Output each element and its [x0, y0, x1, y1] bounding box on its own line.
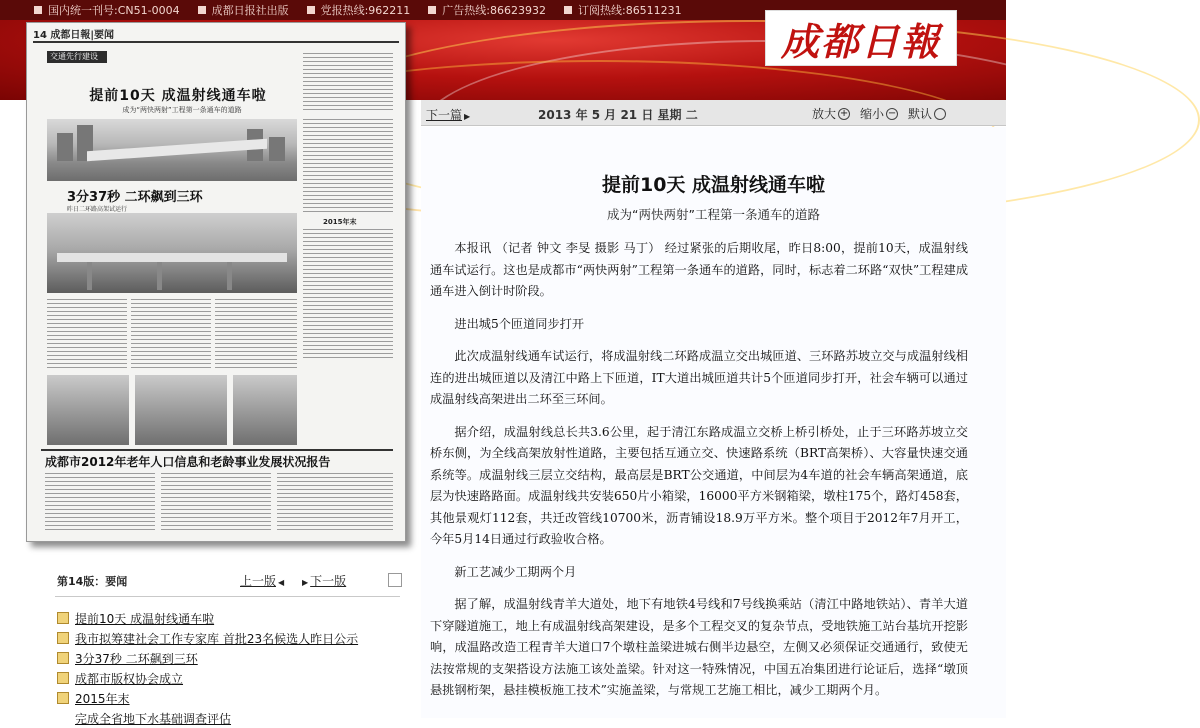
next-page-link[interactable]: [302, 572, 346, 589]
info-item-ad: [428, 2, 546, 18]
thumbnail-text-column: [303, 53, 393, 113]
zoom-default-label: 默认: [908, 107, 933, 121]
bullet-icon: [57, 672, 69, 684]
thumbnail-text-column: [47, 299, 127, 369]
next-article-link[interactable]: [426, 106, 470, 123]
page-thumbnail[interactable]: [26, 22, 406, 542]
logo-text: 成都日報: [780, 18, 941, 64]
thumbnail-masthead: 14 成都日報|要闻: [33, 29, 399, 43]
article-paragraph: 此次成温射线通车试运行，将成温射线二环路成温立交出城匝道、三环路苏坡立交与成温射线相连的进出城匝道以及清江中路上下匝道，IT大道出城匝道共计5个匝道同步打开，社会车辆可以通过成温射线高架进出二环至三环间。: [430, 349, 968, 406]
zoom-controls: [812, 105, 956, 122]
list-item[interactable]: [57, 608, 402, 628]
article-paragraph: 据了解，成温射线青羊大道处，地下有地铁4号线和7号线换乘站（清江中路地铁站）、青羊大道下穿隧道施工，地上有成温射线高架建设，是多个工程交叉的复杂节点，受地铁施工站台基坑开挖影响，成温路改造工程青羊大道口7个墩柱盖梁进城右侧半边悬空，左侧又必须保证交通通行，致使无法按常规的支架搭设方法施工该处盖梁。针对这一特殊情况，中国五冶集团进行论证后，选择“墩顶悬挑钢桁架，悬挂模板施工技术”实施盖梁，与常规工艺施工相比，减少工期两个月。: [430, 597, 968, 697]
thumbnail-kicker: 交通先行建设: [47, 51, 107, 63]
square-icon: [428, 6, 436, 14]
article-link[interactable]: 我市拟筹建社会工作专家库 首批23名候选人昨日公示: [75, 631, 359, 646]
article-link[interactable]: 提前10天 成温射线通车啦: [75, 611, 215, 626]
thumbnail-divider: [41, 449, 393, 451]
thumbnail-text-column: [45, 473, 155, 533]
newspaper-logo[interactable]: [765, 10, 957, 66]
article-link[interactable]: 2015年末: [75, 691, 130, 706]
thumbnail-text-column: [277, 473, 393, 533]
zoom-out-button[interactable]: [860, 105, 898, 122]
article-paragraph: 据介绍，成温射线总长共3.6公里，起于清江东路成温立交桥上桥引桥处，止于三环路苏坡立交桥东侧，为全线高架放射性道路，主要包括互通立交、快速路系统（BRT高架桥）、大容量快速交通系统等。成温射线三层立交结构，最高层是BRT公交通道，中间层为4车道的社会车辆高架通道，底层为快速路路面。成温射线共安装650片小箱梁，16000平方米钢箱梁，墩柱175个，路灯458套，其他景观灯112套，共迁改管线10700米，沥青铺设18.9万平方米。整个项目于2012年7月开工，今年5月14日通过行政验收合格。: [430, 424, 968, 546]
thumbnail-photo: [47, 375, 129, 445]
minus-icon: −: [887, 107, 897, 119]
zoom-default-button[interactable]: [908, 105, 946, 122]
plus-icon: +: [839, 107, 849, 119]
thumbnail-text-column: [161, 473, 271, 533]
thumbnail-text-column: [131, 299, 211, 369]
thumbnail-photo-viaduct: [47, 213, 297, 293]
zoom-in-button[interactable]: [812, 105, 850, 122]
divider: [55, 596, 400, 597]
thumbnail-text-column: [303, 119, 393, 213]
info-text: 订阅热线:86511231: [577, 4, 682, 17]
list-item[interactable]: [57, 648, 402, 668]
article-subtitle: 成为“两快两射”工程第一条通车的道路: [607, 207, 820, 222]
info-text: 广告热线:86623932: [442, 4, 546, 17]
article-paragraph: 本报讯 （记者 钟文 李旻 摄影 马丁） 经过紧张的后期收尾，昨日8:00，提前10天，成温射线通车试运行。这也是成都市“两快两射”工程第一条通车的道路，同时，标志着二环路“双快”工程建成通车进入倒计时阶段。: [430, 241, 968, 298]
next-page-label: 下一版: [310, 574, 347, 588]
info-text: 成都日报社出版: [211, 4, 289, 17]
article-subheading: 新工艺减少工期两个月: [454, 564, 577, 579]
thumbnail-photo: [233, 375, 297, 445]
info-item-subscribe: [564, 2, 682, 18]
next-article-label: 下一篇: [426, 108, 463, 122]
thumbnail-headline-3[interactable]: 成都市2012年老年人口信息和老龄事业发展状况报告: [45, 455, 331, 469]
thumbnail-subhead-2: 昨日二环路高架试运行: [67, 206, 128, 213]
bullet-icon: [57, 652, 69, 664]
thumbnail-text-column: [303, 229, 393, 359]
square-icon: [564, 6, 572, 14]
zoom-in-label: 放大: [812, 107, 837, 121]
triangle-right-icon: ▶: [302, 578, 309, 587]
article-title: 提前10天 成温射线通车啦: [601, 174, 826, 196]
article-subheading: 进出城5个匝道同步打开: [454, 316, 585, 331]
article-body: [430, 238, 968, 713]
prev-page-label: 上一版: [240, 574, 277, 588]
thumbnail-photo: [135, 375, 227, 445]
thumbnail-subhead: 成为“两快两射”工程第一条通车的道路: [122, 106, 242, 114]
prev-page-link[interactable]: [240, 572, 284, 589]
list-item[interactable]: [57, 668, 402, 688]
page-label: 第14版：要闻: [57, 575, 128, 588]
thumbnail-box-heading: 2015年末: [323, 218, 357, 226]
info-text: 国内统一刊号:CN51-0004: [48, 4, 180, 17]
circle-icon: [934, 108, 946, 120]
left-column: [0, 0, 412, 726]
info-text: 党报热线:962211: [320, 4, 411, 17]
list-item[interactable]: [57, 708, 402, 728]
bullet-icon: [57, 632, 69, 644]
thumbnail-headline[interactable]: 提前10天 成温射线通车啦: [89, 88, 267, 104]
thumbnail-headline-2[interactable]: 3分37秒 二环飙到三环: [67, 190, 203, 205]
thumbnail-text-column: [215, 299, 297, 369]
list-item[interactable]: [57, 628, 402, 648]
zoom-out-label: 缩小: [860, 107, 885, 121]
article-link[interactable]: 3分37秒 二环飙到三环: [75, 651, 198, 666]
triangle-right-icon: ▶: [464, 112, 471, 121]
list-item[interactable]: [57, 688, 402, 708]
article-link[interactable]: 完成全省地下水基础调查评估: [75, 711, 232, 726]
thumbnail-photo-road: [47, 119, 297, 181]
toggle-box[interactable]: [388, 573, 402, 587]
bullet-icon: [57, 612, 69, 624]
issue-date: 2013 年 5 月 21 日 星期 二: [538, 108, 698, 122]
triangle-left-icon: ◀: [278, 578, 285, 587]
article-link[interactable]: 成都市版权协会成立: [75, 671, 184, 686]
bullet-icon: [57, 692, 69, 704]
article-list: [57, 608, 402, 728]
